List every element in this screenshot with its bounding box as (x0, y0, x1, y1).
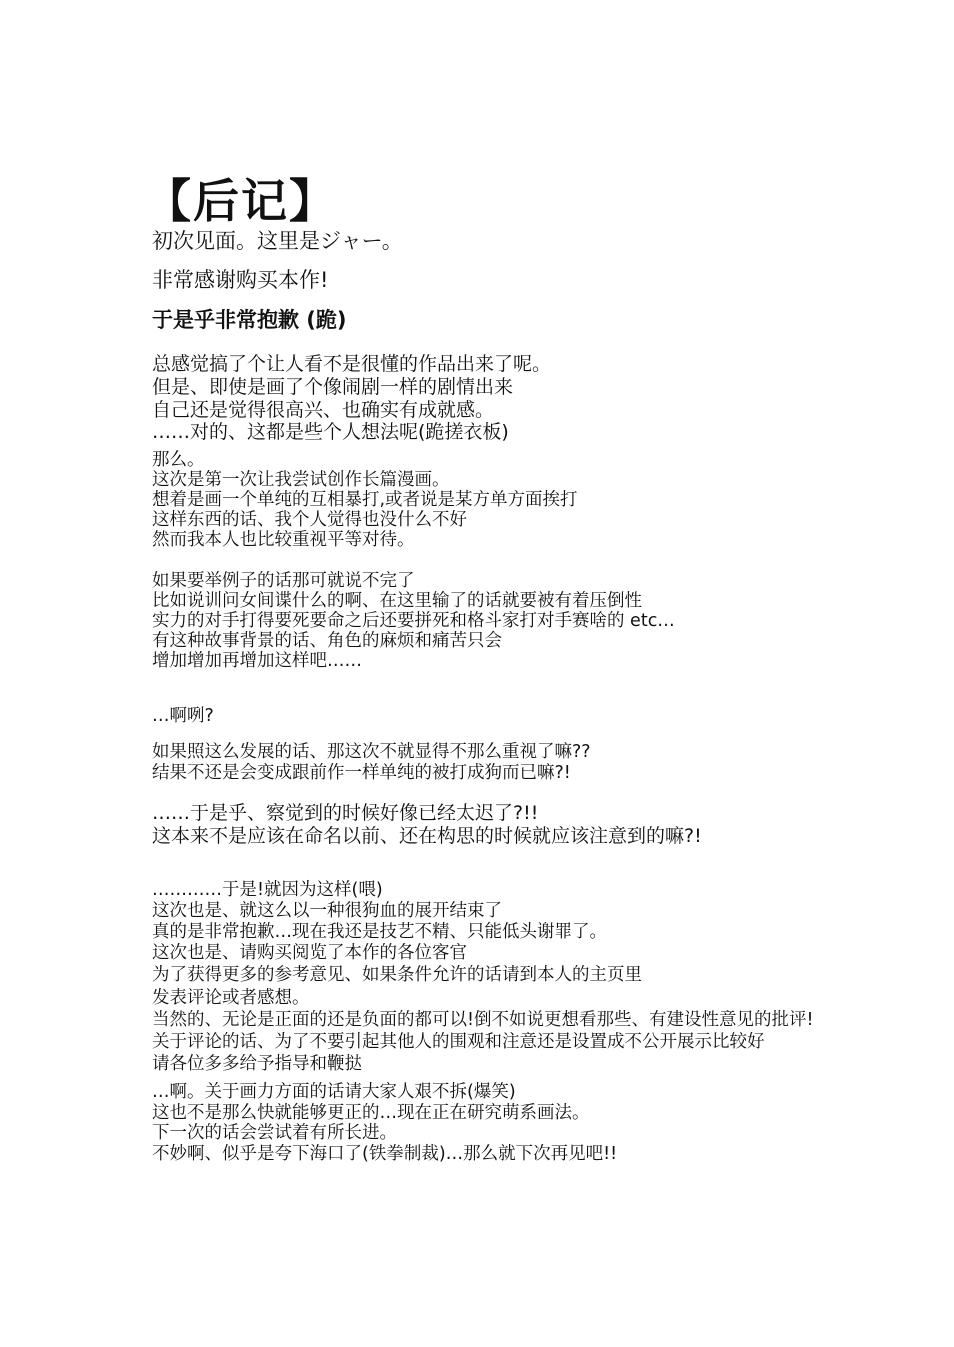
text-line: ……于是乎、察觉到的时候好像已经太迟了?!! (152, 802, 539, 824)
text-line: 如果照这么发展的话、那这次不就显得不那么重视了嘛?? (152, 742, 591, 762)
text-line: 但是、即使是画了个像闹剧一样的剧情出来 (152, 376, 514, 398)
text-line: 这次是第一次让我尝试创作长篇漫画。 (152, 470, 450, 490)
text-line: 这次也是、就这么以一种很狗血的展开结束了 (152, 901, 502, 921)
text-line: 请各位多多给予指导和鞭挞 (152, 1054, 362, 1074)
text-line: 有这种故事背景的话、角色的麻烦和痛苦只会 (152, 631, 502, 651)
text-line: 这次也是、请购买阅览了本作的各位客官 (152, 943, 467, 963)
text-line: …啊。关于画力方面的话请大家人艰不拆(爆笑) (152, 1082, 516, 1102)
text-line: 当然的、无论是正面的还是负面的都可以!倒不如说更想看那些、有建设性意见的批评! (152, 1010, 814, 1030)
text-line: 总感觉搞了个让人看不是很懂的作品出来了呢。 (152, 353, 552, 375)
text-line: …啊咧? (152, 706, 214, 726)
text-line: 发表评论或者感想。 (152, 988, 310, 1008)
text-line: 下一次的话会尝试着有所长进。 (152, 1123, 397, 1143)
text-line: 如果要举例子的话那可就说不完了 (152, 571, 415, 591)
text-line: 为了获得更多的参考意见、如果条件允许的话请到本人的主页里 (152, 965, 642, 985)
text-line: 真的是非常抱歉…现在我还是技艺不精、只能低头谢罪了。 (152, 922, 607, 942)
text-line: 想着是画一个单纯的互相暴打,或者说是某方单方面挨打 (152, 490, 578, 510)
text-line: 比如说训问女间谍什么的啊、在这里输了的话就要被有着压倒性 (152, 591, 642, 611)
text-line: 结果不还是会变成跟前作一样单纯的被打成狗而已嘛?! (152, 763, 571, 783)
text-line: 这本来不是应该在命名以前、还在构思的时候就应该注意到的嘛?! (152, 825, 702, 847)
text-line: ……对的、这都是些个人想法呢(跪搓衣板) (152, 421, 509, 443)
text-line: 然而我本人也比较重视平等对待。 (152, 530, 415, 550)
text-line: 那么。 (152, 450, 205, 470)
text-line: 不妙啊、似乎是夸下海口了(铁拳制裁)…那么就下次再见吧!! (152, 1144, 618, 1164)
text-line: 这也不是那么快就能够更正的…现在正在研究萌系画法。 (152, 1103, 590, 1123)
text-line: 关于评论的话、为了不要引起其他人的围观和注意还是设置成不公开展示比较好 (152, 1032, 765, 1052)
text-line: 这样东西的话、我个人觉得也没什么不好 (152, 510, 467, 530)
intro-line: 非常感谢购买本作! (152, 268, 329, 292)
intro-line: 初次见面。这里是ジャー。 (152, 229, 403, 253)
text-line: 实力的对手打得要死要命之后还要拼死和格斗家打对手赛啥的 etc… (152, 611, 675, 631)
intro-line: 于是乎非常抱歉 (跪) (152, 308, 347, 332)
text-line: 增加增加再增加这样吧…… (152, 651, 362, 671)
text-line: 自己还是觉得很高兴、也确实有成就感。 (152, 399, 495, 421)
text-line: …………于是!就因为这样(喂) (152, 880, 383, 900)
page-title: 【后记】 (145, 174, 337, 228)
